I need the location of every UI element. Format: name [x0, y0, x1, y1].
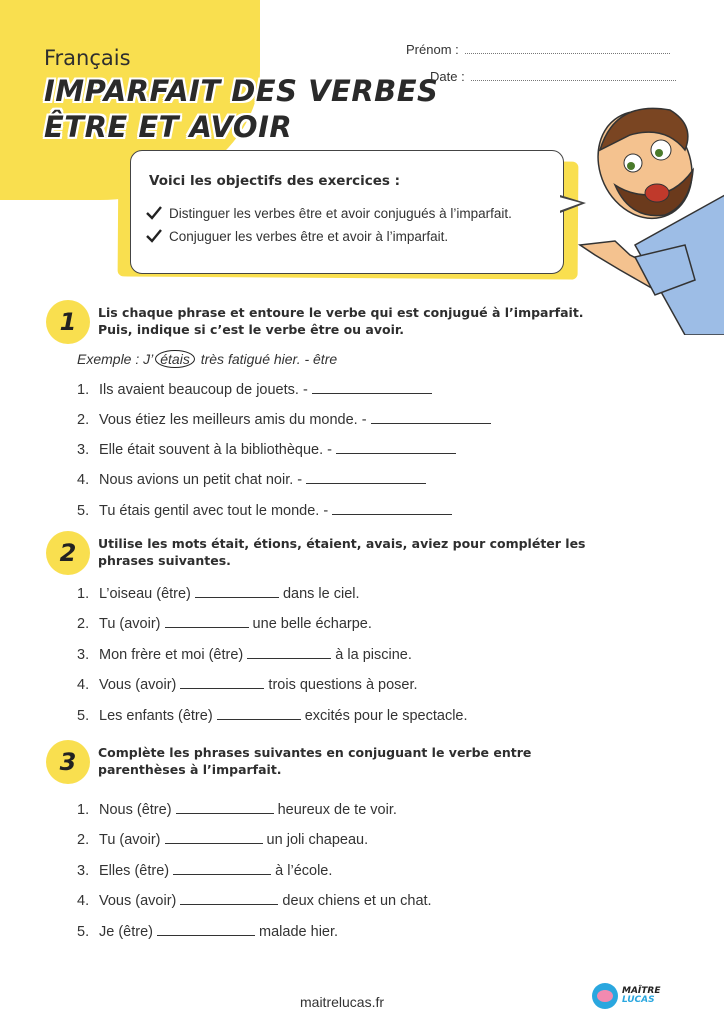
prenom-field[interactable]: [406, 42, 670, 57]
answer-blank[interactable]: [180, 892, 278, 905]
answer-blank[interactable]: [336, 441, 456, 454]
exercise-number-badge: 1: [46, 300, 90, 344]
exercise-3-item: 3. Elles (être) à l’école.: [77, 863, 333, 879]
objectives-title: Voici les objectifs des exercices :: [149, 173, 401, 189]
brain-icon: [592, 983, 618, 1009]
answer-blank[interactable]: [247, 646, 331, 659]
prenom-input-line[interactable]: [465, 43, 670, 54]
answer-blank[interactable]: [157, 923, 255, 936]
objectives-bubble: [130, 150, 564, 274]
page-title: [44, 73, 438, 145]
exercise-2-header: [46, 531, 618, 575]
exercise-1-item: 1. Ils avaient beaucoup de jouets. -: [77, 381, 432, 398]
answer-blank[interactable]: [217, 707, 301, 720]
answer-blank[interactable]: [306, 471, 426, 484]
answer-blank[interactable]: [312, 381, 432, 394]
answer-blank[interactable]: [173, 862, 271, 875]
exercise-1-item: 2. Vous étiez les meilleurs amis du monde. -: [77, 411, 491, 428]
answer-blank[interactable]: [195, 585, 279, 598]
objective-item: Distinguer les verbes être et avoir conjugués à l’imparfait.: [145, 205, 512, 221]
check-icon: [145, 205, 163, 221]
answer-blank[interactable]: [180, 676, 264, 689]
exercise-3-header: [46, 740, 618, 784]
exercise-3-item: 4. Vous (avoir) deux chiens et un chat.: [77, 893, 432, 909]
check-icon: [145, 228, 163, 244]
exercise-2-item: 2. Tu (avoir) une belle écharpe.: [77, 616, 372, 632]
answer-blank[interactable]: [176, 801, 274, 814]
exercise-1-header: [46, 300, 618, 344]
footer-website-link[interactable]: maitrelucas.fr: [300, 994, 385, 1010]
exercise-3-item: 5. Je (être) malade hier.: [77, 924, 339, 940]
title-line-1: IMPARFAIT DES VERBES: [44, 74, 439, 108]
answer-blank[interactable]: [165, 615, 249, 628]
teacher-illustration-icon: [575, 95, 724, 335]
exercise-3-item: 1. Nous (être) heureux de te voir.: [77, 802, 397, 818]
maitre-lucas-logo: MAÎTRE LUCAS: [592, 983, 661, 1009]
exercise-2-item: 1. L’oiseau (être) dans le ciel.: [77, 586, 360, 602]
exercise-3-item: 2. Tu (avoir) un joli chapeau.: [77, 832, 369, 848]
exercise-number-badge: 3: [46, 740, 90, 784]
date-input-line[interactable]: [471, 70, 676, 81]
prenom-label: Prénom :: [406, 42, 459, 57]
exercise-1-item: 5. Tu étais gentil avec tout le monde. -: [77, 502, 452, 519]
answer-blank[interactable]: [165, 831, 263, 844]
exercise-1-item: 3. Elle était souvent à la bibliothèque. -: [77, 441, 456, 458]
example-sentence: Exemple : J’ étais très fatigué hier. - être: [77, 351, 338, 367]
answer-blank[interactable]: [332, 502, 452, 515]
date-field[interactable]: [430, 69, 676, 84]
exercise-1-item: 4. Nous avions un petit chat noir. -: [77, 471, 426, 488]
date-label: Date :: [430, 69, 465, 84]
exercise-2-item: 4. Vous (avoir) trois questions à poser.: [77, 677, 418, 693]
exercise-instruction: Complète les phrases suivantes en conjuguant le verbe entre parenthèses à l’imparfait.: [98, 745, 532, 777]
title-line-2: ÊTRE ET AVOIR: [44, 110, 293, 144]
exercise-2-item: 5. Les enfants (être) excités pour le spectacle.: [77, 708, 468, 724]
objective-item: Conjuguer les verbes être et avoir à l’imparfait.: [145, 228, 448, 244]
exercise-2-item: 3. Mon frère et moi (être) à la piscine.: [77, 647, 412, 663]
exercise-instruction: Lis chaque phrase et entoure le verbe qui est conjugué à l’imparfait. Puis, indique si c’est le verbe être ou avoir.: [98, 305, 584, 337]
exercise-instruction: Utilise les mots était, étions, étaient, avais, aviez pour compléter les phrases suivantes.: [98, 536, 586, 568]
exercise-number-badge: 2: [46, 531, 90, 575]
subject-label: Français: [44, 46, 131, 70]
answer-blank[interactable]: [371, 411, 491, 424]
circled-verb: étais: [155, 350, 195, 368]
